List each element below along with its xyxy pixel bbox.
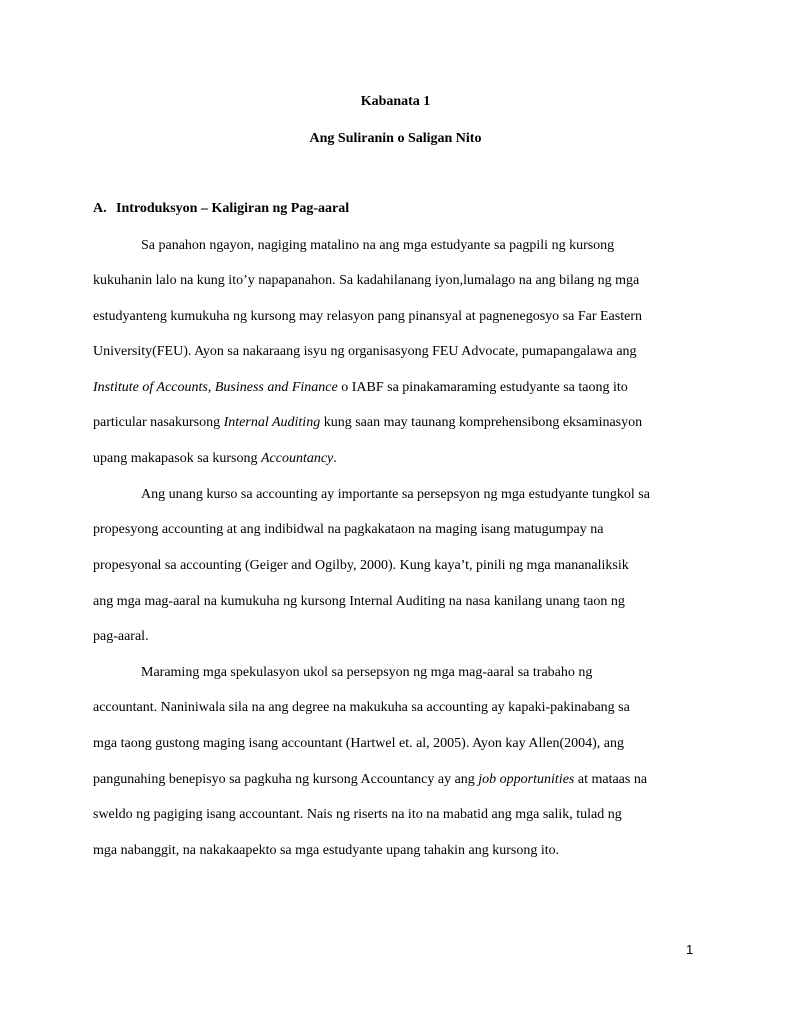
paragraph-line — [93, 273, 639, 289]
body-text: ang mga mag-aaral na kumukuha ng kursong Internal Auditing na nasa kanilang unang taon ng — [93, 594, 625, 609]
paragraph-line — [93, 558, 629, 574]
paragraph-line — [93, 772, 647, 788]
body-text: sweldo ng pagiging isang accountant. Nais ng riserts na ito na mabatid ang mga salik, tulad ng — [93, 807, 622, 822]
body-text: upang makapasok sa kursong — [93, 451, 261, 466]
body-text: pangunahing benepisyo sa pagkuha ng kursong Accountancy ay ang — [93, 772, 479, 787]
body-text: Ang unang kurso sa accounting ay importante sa persepsyon ng mga estudyante tungkol sa — [141, 487, 650, 502]
body-text: . — [333, 451, 337, 466]
body-text: at mataas na — [574, 772, 648, 787]
body-text: University(FEU). Ayon sa nakaraang isyu ng organisasyong FEU Advocate, pumapangalawa ang — [93, 344, 637, 359]
paragraph-line — [93, 522, 603, 538]
body-text: propesyong accounting at ang indibidwal na pagkakataon na maging isang matugumpay na — [93, 522, 604, 537]
body-text: kukuhanin lalo na kung ito’y napapanahon. Sa kadahilanang iyon,lumalago na ang bilang ng mga — [93, 273, 640, 288]
chapter-heading: Kabanata 1 — [360, 94, 431, 109]
paragraph-line — [141, 487, 650, 503]
paragraph-line — [141, 238, 614, 254]
section-heading — [93, 201, 349, 217]
paragraph-line — [93, 807, 622, 823]
paragraph-line — [93, 451, 337, 467]
body-text: accountant. Naniniwala sila na ang degree na makukuha sa accounting ay kapaki-pakinabang sa — [93, 700, 630, 715]
page-number: 1 — [686, 942, 694, 957]
body-text: Sa panahon ngayon, nagiging matalino na ang mga estudyante sa pagpili ng kursong — [141, 238, 615, 253]
paragraph-line — [93, 344, 637, 360]
italic-text: job opportunities — [478, 772, 575, 787]
paragraph-line — [93, 380, 628, 396]
paragraph-line — [93, 415, 642, 431]
paragraph-line — [93, 629, 149, 645]
body-text: propesyonal sa accounting (Geiger and Ogilby, 2000). Kung kaya’t, pinili ng mga mananaliksik — [93, 558, 629, 573]
section-title: Introduksyon – Kaligiran ng Pag-aaral — [116, 201, 350, 216]
paragraph-line — [93, 843, 559, 859]
paragraph-line — [93, 736, 624, 752]
body-text: Maraming mga spekulasyon ukol sa persepsyon ng mga mag-aaral sa trabaho ng — [141, 665, 593, 680]
paragraph-line — [93, 309, 642, 325]
body-text: pag-aaral. — [93, 629, 149, 644]
section-number: A. — [93, 201, 107, 216]
italic-text: Institute of Accounts, Business and Finance — [93, 380, 338, 395]
body-text: o IABF sa pinakamaraming estudyante sa taong ito — [337, 380, 628, 395]
italic-text: Internal Auditing — [223, 415, 321, 430]
italic-text: Accountancy — [260, 451, 334, 466]
body-text: estudyanteng kumukuha ng kursong may relasyon pang pinansyal at pagnenegosyo sa Far Eastern — [93, 309, 642, 324]
body-text: particular nasakursong — [93, 415, 224, 430]
body-text: mga nabanggit, na nakakaapekto sa mga estudyante upang tahakin ang kursong ito. — [93, 843, 560, 858]
chapter-subtitle: Ang Suliranin o Saligan Nito — [309, 131, 482, 146]
paragraph-line — [93, 700, 630, 716]
paragraph-line — [93, 594, 625, 610]
body-text: mga taong gustong maging isang accountant (Hartwel et. al, 2005). Ayon kay Allen(2004), ang — [93, 736, 624, 751]
paragraph-line — [141, 665, 592, 681]
body-text: kung saan may taunang komprehensibong eksaminasyon — [320, 415, 643, 430]
